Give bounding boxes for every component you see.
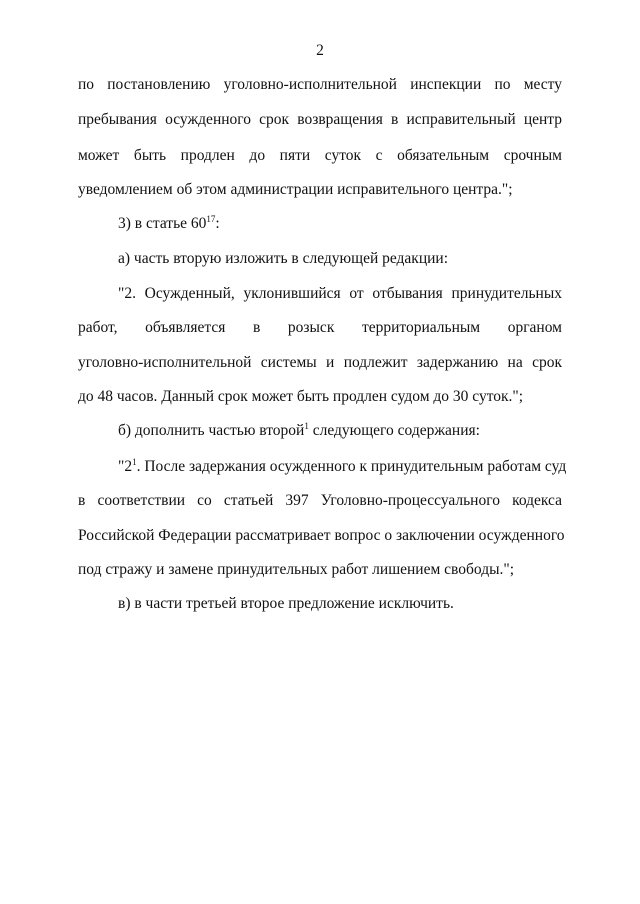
superscript: 1 bbox=[304, 421, 309, 431]
text-line: уголовно-исполнительной системы и подлежит задержанию на срок bbox=[78, 354, 562, 371]
text-line: под стражу и замене принудительных работ лишением свободы."; bbox=[78, 561, 515, 578]
superscript: 1 bbox=[132, 457, 137, 467]
text-line: "2. Осужденный, уклонившийся от отбывания принудительных bbox=[118, 285, 562, 302]
text-line: в) в части третьей второе предложение исключить. bbox=[118, 595, 454, 612]
text-fragment: "2 bbox=[118, 458, 133, 475]
amendment-line bbox=[118, 421, 562, 441]
text-fragment: : bbox=[215, 215, 220, 232]
text-line: уведомлением об этом администрации исправительного центра."; bbox=[78, 181, 513, 198]
clause-line bbox=[118, 457, 567, 477]
text-line: в соответствии со статьей 397 Уголовно-процессуального кодекса bbox=[78, 492, 562, 509]
text-line: по постановлению уголовно-исполнительной инспекции по месту bbox=[78, 76, 562, 93]
text-fragment: 3) в статье 60 bbox=[118, 215, 207, 232]
superscript: 17 bbox=[206, 214, 216, 224]
page-number: 2 bbox=[316, 42, 324, 59]
text-line: до 48 часов. Данный срок может быть продлен судом до 30 суток."; bbox=[78, 388, 524, 405]
text-line: может быть продлен до пяти суток с обязательным срочным bbox=[78, 147, 562, 164]
text-line: работ, объявляется в розыск территориальным органом bbox=[78, 319, 562, 336]
text-fragment: б) дополнить частью второй bbox=[118, 422, 305, 439]
article-reference-line bbox=[118, 214, 562, 234]
text-fragment: следующего содержания: bbox=[308, 422, 480, 439]
text-line: а) часть вторую изложить в следующей редакции: bbox=[118, 250, 449, 267]
text-line: пребывания осужденного срок возвращения в исправительный центр bbox=[78, 111, 562, 128]
text-fragment: . После задержания осужденного к принудительным работам суд bbox=[136, 458, 567, 475]
text-line: Российской Федерации рассматривает вопрос о заключении осужденного bbox=[78, 527, 565, 544]
